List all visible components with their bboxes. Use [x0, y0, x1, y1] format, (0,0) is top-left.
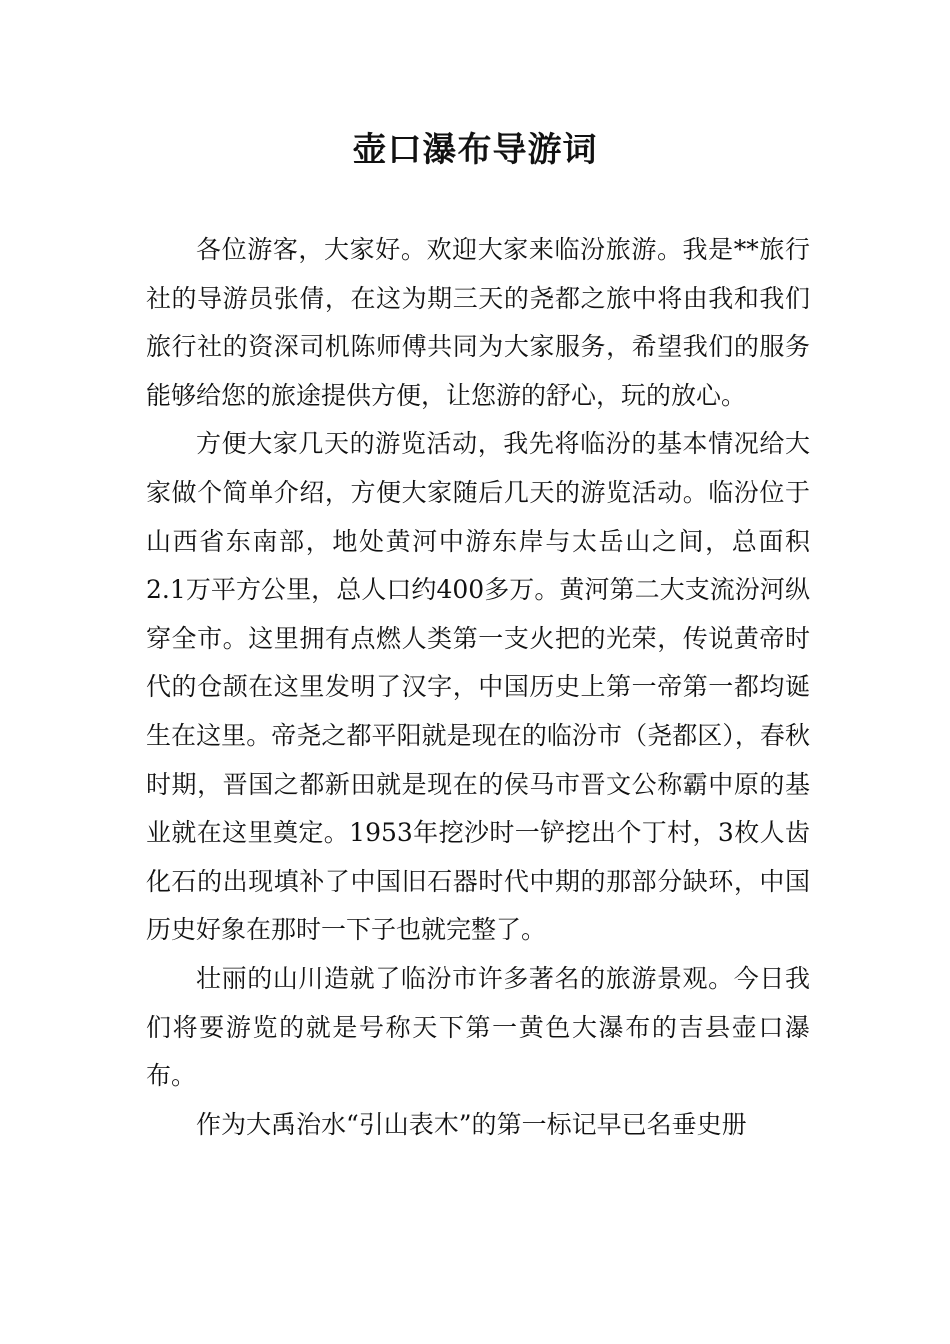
- paragraph-scenery: 壮丽的山川造就了临汾市许多著名的旅游景观。今日我们将要游览的就是号称天下第一黄色大瀑布的吉县壶口瀑布。: [146, 963, 810, 1091]
- page-title: 壶口瀑布导游词: [352, 130, 598, 170]
- document-body: [146, 226, 810, 1149]
- paragraph-dayu: 作为大禹治水“引山表木”的第一标记早已名垂史册: [196, 1109, 747, 1139]
- paragraph-greeting: 各位游客，大家好。欢迎大家来临汾旅游。我是**旅行社的导游员张倩，在这为期三天的尧都之旅中将由我和我们旅行社的资深司机陈师傅共同为大家服务，希望我们的服务能够给您的旅途提供方便，让您游的舒心，玩的放心。: [146, 235, 810, 410]
- paragraph-linfen-introduction: 方便大家几天的游览活动，我先将临汾的基本情况给大家做个简单介绍，方便大家随后几天的游览活动。临汾位于山西省东南部，地处黄河中游东岸与太岳山之间，总面积2.1万平方公里，总人口约400多万。黄河第二大支流汾河纵穿全市。这里拥有点燃人类第一支火把的光荣，传说黄帝时代的仓颉在这里发明了汉字，中国历史上第一帝第一都均诞生在这里。帝尧之都平阳就是现在的临汾市（尧都区），春秋时期，晋国之都新田就是现在的侯马市晋文公称霸中原的基业就在这里奠定。1953年挖沙时一铲挖出个丁村，3枚人齿化石的出现填补了中国旧石器时代中期的那部分缺环，中国历史好象在那时一下子也就完整了。: [146, 429, 810, 945]
